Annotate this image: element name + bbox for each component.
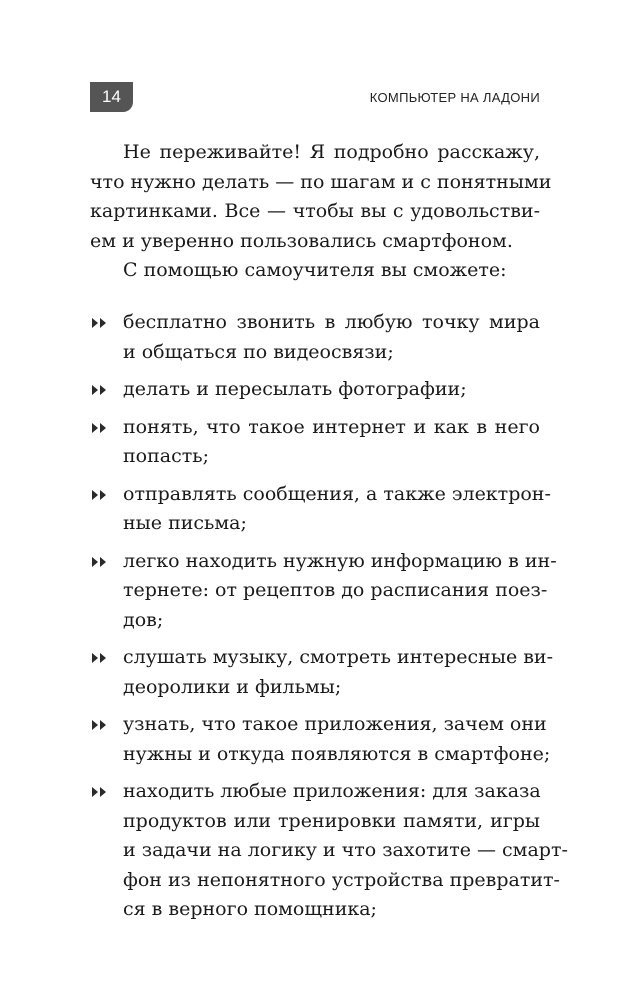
list-item-line: дов; — [123, 608, 164, 631]
double-chevron-right-icon — [90, 317, 112, 329]
list-item-line: и общаться по видеосвязи; — [123, 340, 394, 363]
intro-line: ем и уверенно пользовались смартфоном. — [90, 229, 513, 252]
list-item-line: ные письма; — [123, 512, 247, 534]
list-item — [90, 308, 540, 367]
list-item-text — [123, 777, 568, 925]
double-chevron-right-icon — [90, 652, 112, 664]
list-item-text — [123, 547, 557, 636]
list-item-text — [123, 413, 540, 472]
list-item-line: деоролики и фильмы; — [123, 675, 342, 698]
intro-line: что нужно делать — по шагам и с понятными — [90, 170, 552, 193]
list-item-line: и задачи на логику и что захотите — смарт- — [123, 839, 568, 861]
page-number-badge — [90, 82, 133, 112]
intro-line: С помощью самоучителя вы сможете: — [123, 259, 507, 281]
list-item-text — [123, 308, 540, 367]
list-item-line: делать и пересылать фотографии; — [123, 378, 467, 400]
list-item-line: тернете: от рецептов до расписания поез- — [123, 579, 548, 601]
running-title: КОМПЬЮТЕР НА ЛАДОНИ — [369, 90, 540, 105]
list-item-text — [123, 710, 551, 769]
list-item-line: фон из непонятного устройства превратит- — [123, 868, 560, 891]
list-item-text — [123, 480, 551, 539]
intro-line: картинками. Все — чтобы вы с удовольстви- — [90, 200, 540, 222]
list-item — [90, 547, 557, 636]
page-number: 14 — [102, 87, 121, 106]
list-item-line: бесплатно звонить в любую точку мира — [123, 311, 540, 333]
list-item — [90, 710, 551, 769]
list-item-line: ся в верного помощника; — [123, 898, 377, 920]
list-item — [90, 643, 554, 702]
list-item — [90, 777, 568, 925]
intro-paragraph — [90, 138, 552, 286]
list-item-text — [123, 375, 540, 405]
double-chevron-right-icon — [90, 489, 112, 501]
list-item-line: попасть; — [123, 445, 209, 467]
double-chevron-right-icon — [90, 719, 112, 731]
list-item-line: понять, что такое интернет и как в него — [123, 415, 540, 438]
list-item-line: продуктов или тренировки памяти, игры — [123, 809, 540, 832]
list-item-line: слушать музыку, смотреть интересные ви- — [123, 646, 554, 668]
double-chevron-right-icon — [90, 422, 112, 434]
list-item-line: находить любые приложения: для заказа — [123, 780, 541, 802]
double-chevron-right-icon — [90, 556, 112, 568]
list-item-line: отправлять сообщения, а также электрон- — [123, 482, 551, 505]
intro-line: Не переживайте! Я подробно расскажу, — [123, 141, 540, 163]
list-item — [90, 480, 551, 539]
list-item-line: узнать, что такое приложения, зачем они — [123, 713, 547, 735]
list-item — [90, 413, 540, 472]
list-item-line: нужны и откуда появляются в смартфоне; — [123, 742, 551, 765]
double-chevron-right-icon — [90, 384, 112, 396]
list-item-line: легко находить нужную информацию в ин- — [123, 549, 557, 572]
double-chevron-right-icon — [90, 786, 112, 798]
list-item-text — [123, 643, 554, 702]
list-item — [90, 375, 540, 405]
bullet-list — [90, 308, 568, 933]
